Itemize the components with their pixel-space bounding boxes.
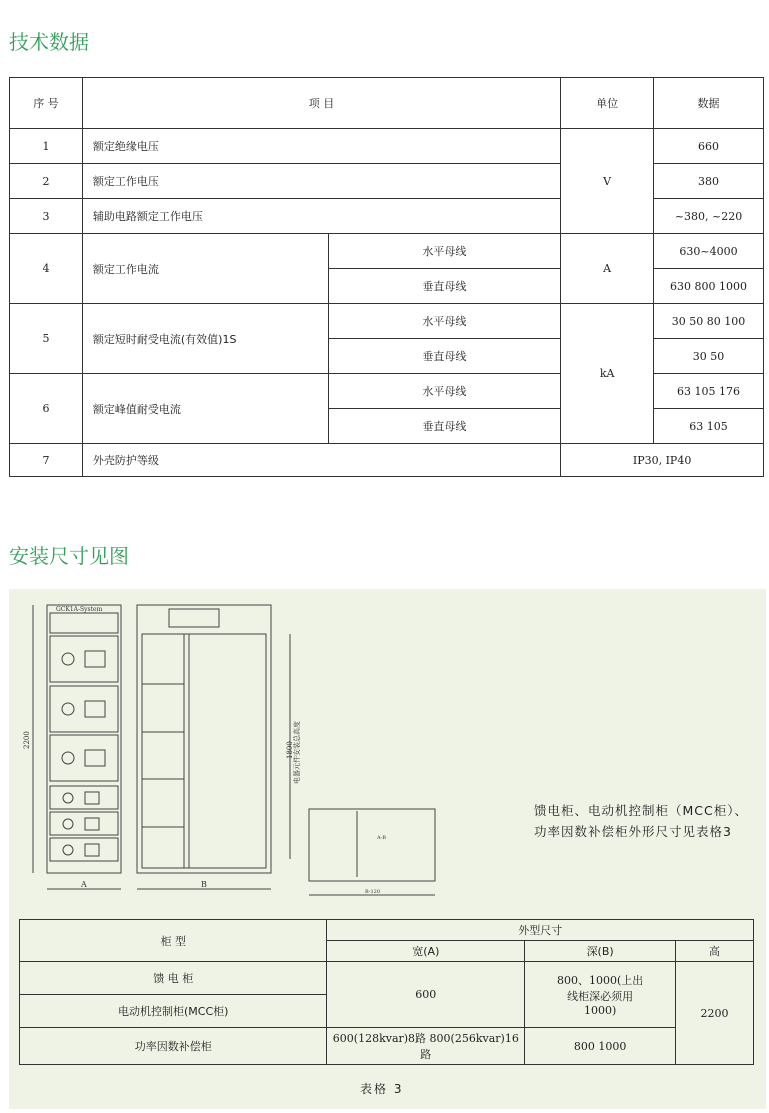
header-item: 项 目	[82, 78, 560, 129]
row-sub: 垂直母线	[328, 409, 561, 444]
row-data: IP30, IP40	[561, 444, 764, 477]
vertical-note: 电器元件安装总高度	[293, 721, 301, 784]
size-table	[19, 919, 754, 1065]
plan-small-1: A-B	[377, 835, 386, 841]
install-note: 馈电柜、电动机控制柜（MCC柜）、功率因数补偿柜外形尺寸见表格3	[534, 803, 748, 839]
row-no: 5	[10, 304, 83, 374]
size-row-mcc: 电动机控制柜(MCC柜)	[20, 995, 327, 1028]
row-data: 630 800 1000	[654, 269, 764, 304]
row-data: 63 105	[654, 409, 764, 444]
cabinet-drawing	[9, 589, 766, 919]
row-sub: 水平母线	[328, 304, 561, 339]
size-height-2200: 2200	[676, 962, 754, 1065]
dim-1800: 1800	[286, 741, 294, 759]
row-no: 6	[10, 374, 83, 444]
row-item: 额定峰值耐受电流	[82, 374, 328, 444]
size-row-compensation: 功率因数补偿柜	[20, 1028, 327, 1065]
label-b: B	[201, 880, 207, 889]
header-unit: 单位	[561, 78, 654, 129]
side-frame	[137, 605, 290, 889]
row-data: 380	[654, 164, 764, 199]
section-title-install: 安装尺寸见图	[9, 544, 129, 568]
system-label: GCK1A-System	[56, 606, 103, 613]
header-no: 序 号	[10, 78, 83, 129]
row-data: ~380, ~220	[654, 199, 764, 234]
tech-data-table	[9, 77, 764, 477]
plan-view	[309, 809, 435, 895]
size-header-depth: 深(B)	[525, 941, 676, 962]
size-header-type: 柜 型	[20, 920, 327, 962]
row-data: 63 105 176	[654, 374, 764, 409]
table-caption: 表格 3	[360, 1082, 404, 1096]
size-depth-comp: 800 1000	[525, 1028, 676, 1065]
row-item: 额定短时耐受电流(有效值)1S	[82, 304, 328, 374]
row-sub: 水平母线	[328, 234, 561, 269]
row-no: 7	[10, 444, 83, 477]
row-data: 30 50	[654, 339, 764, 374]
unit-v: V	[561, 129, 654, 234]
header-data: 数据	[654, 78, 764, 129]
row-item: 外壳防护等级	[82, 444, 560, 477]
row-data: 30 50 80 100	[654, 304, 764, 339]
row-data: 660	[654, 129, 764, 164]
front-cabinet	[33, 605, 121, 889]
unit-a: A	[561, 234, 654, 304]
size-header-height: 高	[676, 941, 754, 962]
row-sub: 垂直母线	[328, 269, 561, 304]
row-item: 额定绝缘电压	[82, 129, 560, 164]
dim-2200: 2200	[23, 731, 31, 749]
row-no: 4	[10, 234, 83, 304]
size-header-outer: 外型尺寸	[327, 920, 754, 941]
section-title-tech: 技术数据	[9, 30, 89, 54]
row-sub: 垂直母线	[328, 339, 561, 374]
size-row-feeder: 馈 电 柜	[20, 962, 327, 995]
size-width-600: 600	[327, 962, 525, 1028]
row-item: 额定工作电压	[82, 164, 560, 199]
size-depth-note: 800、1000(上出线柜深必须用1000)	[525, 962, 676, 1028]
size-header-width: 宽(A)	[327, 941, 525, 962]
row-item: 辅助电路额定工作电压	[82, 199, 560, 234]
row-sub: 水平母线	[328, 374, 561, 409]
row-no: 1	[10, 129, 83, 164]
row-no: 3	[10, 199, 83, 234]
label-a: A	[81, 880, 87, 889]
unit-ka: kA	[561, 304, 654, 444]
row-item: 额定工作电流	[82, 234, 328, 304]
row-no: 2	[10, 164, 83, 199]
size-width-comp: 600(128kvar)8路 800(256kvar)16路	[327, 1028, 525, 1065]
plan-small-2: B-120	[365, 889, 380, 895]
row-data: 630~4000	[654, 234, 764, 269]
